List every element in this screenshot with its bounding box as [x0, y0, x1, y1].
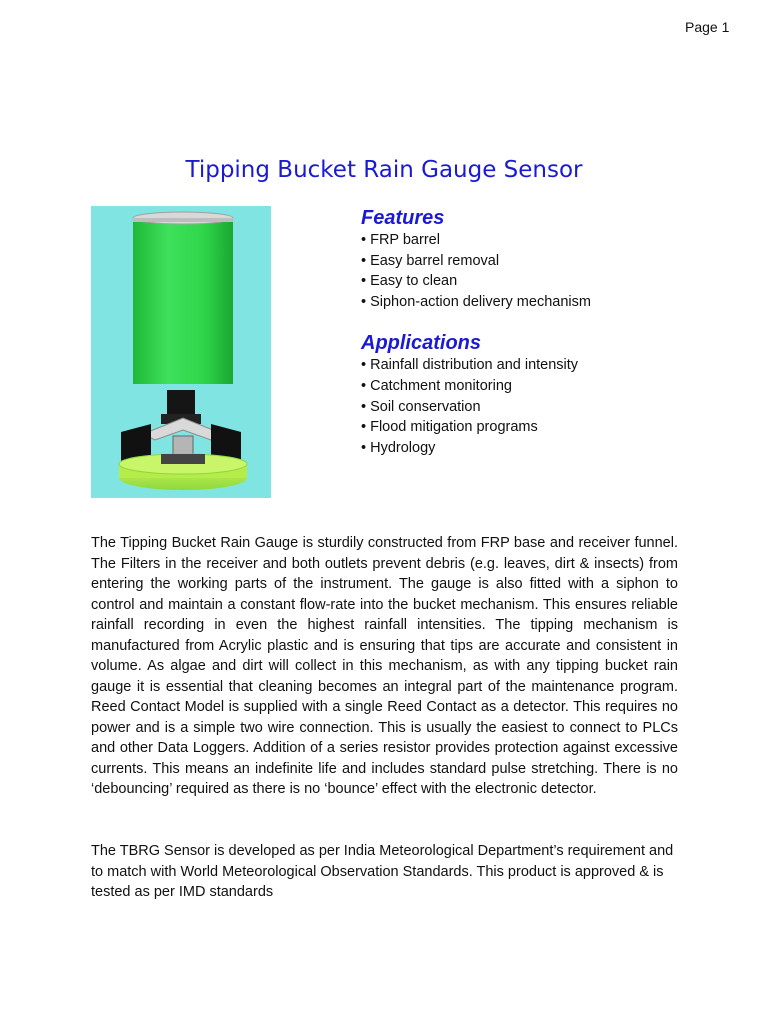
list-item: • Flood mitigation programs — [361, 419, 538, 436]
rain-gauge-photo — [91, 206, 271, 498]
list-item: • Hydrology — [361, 439, 436, 456]
list-item: • Rainfall distribution and intensity — [361, 357, 579, 374]
description-paragraph: The Tipping Bucket Rain Gauge is sturdily constructed from FRP base and receiver funnel. The Filters in the receiver and both outlets prevent debris (e.g. leaves, dirt & insects) from entering the working parts of the instrument. The gauge is also fitted with a siphon to control and maintain a constant flow-rate into the bucket mechanism. This ensures reliable rainfall recording in even the highest rainfall intensities. The tipping mechanism is manufactured from Acrylic plastic and is ensuring that tips are accurate and consistent in volume. As algae and dirt will collect in this mechanism, as with any tipping bucket rain gauge it is essential that cleaning becomes an integral part of the maintenance program. Reed Contact Model is supplied with a single Reed Contact as a detector. This requires no power and is a simple two wire connection. This is usually the easiest to connect to PLCs and other Data Loggers. Addition of a series resistor provides protection against excessive currents. This means an indefinite life and includes standard pulse stretching. There is no ‘debouncing’ required as there is no ‘bounce’ effect with the electronic detector. — [91, 535, 678, 797]
features-heading: Features — [361, 207, 445, 229]
list-item: • Siphon-action delivery mechanism — [361, 293, 591, 310]
list-item: • Easy barrel removal — [361, 252, 500, 269]
document-title: Tipping Bucket Rain Gauge Sensor — [185, 157, 583, 184]
barrel — [133, 218, 233, 384]
standards-paragraph: The TBRG Sensor is developed as per India Meteorological Department’s requirement and to match with World Meteorological Observation Standards. This product is approved & is tested as per IMD standards — [91, 843, 674, 900]
list-item: • Soil conservation — [361, 398, 481, 415]
features-list — [361, 230, 721, 312]
page-number: Page 1 — [685, 19, 730, 35]
barrel-cap — [133, 218, 233, 222]
features-panel — [361, 206, 721, 458]
applications-list — [361, 355, 721, 458]
list-item: • FRP barrel — [361, 232, 440, 248]
list-item: • Catchment monitoring — [361, 377, 512, 394]
applications-heading: Applications — [361, 332, 482, 355]
list-item: • Easy to clean — [361, 273, 458, 290]
